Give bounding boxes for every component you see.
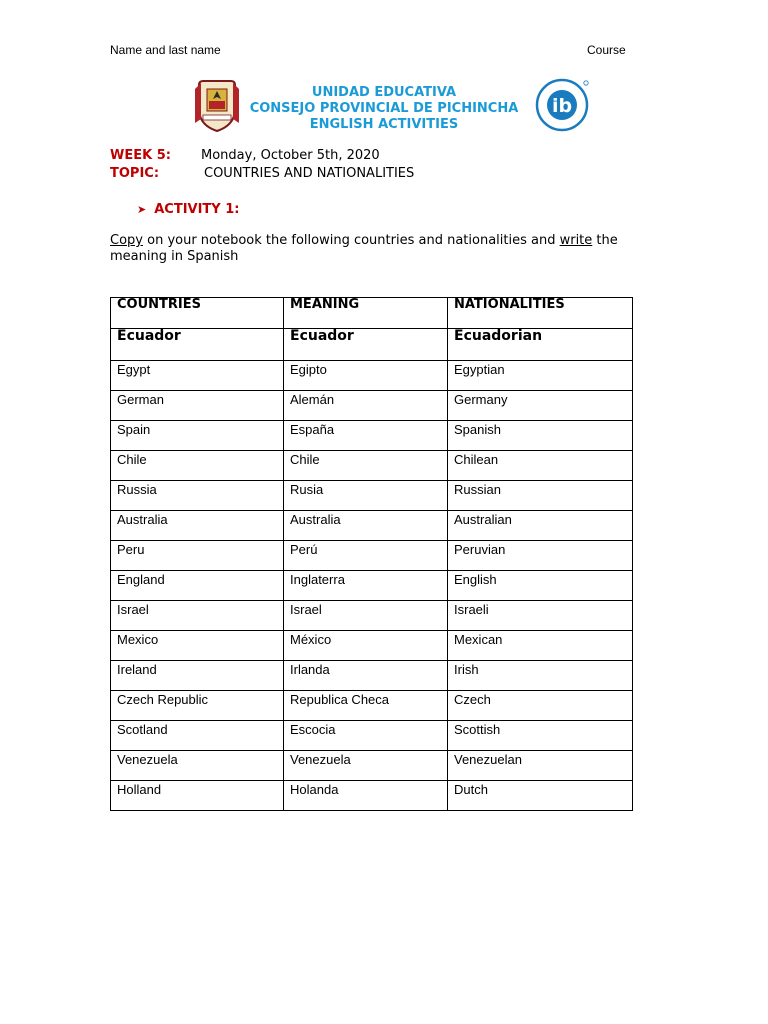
table-cell-country: Egypt: [111, 361, 284, 391]
table-cell-nationality: Egyptian: [448, 361, 633, 391]
table-cell-meaning: Alemán: [284, 391, 448, 421]
table-row: [111, 361, 633, 391]
table-row: [111, 631, 633, 661]
table-cell-country: Chile: [111, 451, 284, 481]
week-label: WEEK 5:: [110, 148, 171, 163]
school-crest-logo: [193, 79, 241, 133]
activity-label: ACTIVITY 1:: [154, 202, 240, 217]
header-countries: COUNTRIES: [111, 298, 284, 329]
table-row: [111, 781, 633, 811]
title-line-1: UNIDAD EDUCATIVA: [311, 85, 457, 100]
table-row: [111, 511, 633, 541]
course-label: Course: [587, 43, 626, 57]
week-date: Monday, October 5th, 2020: [201, 148, 380, 163]
table-row: [111, 421, 633, 451]
table-cell-meaning: Inglaterra: [284, 571, 448, 601]
table-cell-country: Peru: [111, 541, 284, 571]
table-cell-nationality: Israeli: [448, 601, 633, 631]
table-cell-meaning: Republica Checa: [284, 691, 448, 721]
table-cell-country: Holland: [111, 781, 284, 811]
table-cell-nationality: Russian: [448, 481, 633, 511]
ib-logo-text: ib: [551, 95, 573, 117]
table-cell-nationality: Australian: [448, 511, 633, 541]
countries-table: [110, 297, 633, 811]
table-cell-meaning: Ecuador: [284, 329, 448, 361]
instructions-paragraph: [110, 233, 650, 265]
table-cell-meaning: España: [284, 421, 448, 451]
table-cell-nationality: Scottish: [448, 721, 633, 751]
instruction-end-text: the meaning in Spanish: [110, 233, 618, 264]
table-cell-nationality: Irish: [448, 661, 633, 691]
table-row: [111, 571, 633, 601]
table-cell-country: Czech Republic: [111, 691, 284, 721]
instruction-write-word: write: [559, 233, 593, 248]
table-cell-nationality: Dutch: [448, 781, 633, 811]
table-cell-country: Australia: [111, 511, 284, 541]
table-cell-meaning: Egipto: [284, 361, 448, 391]
header-meaning: MEANING: [284, 298, 448, 329]
table-row: [111, 451, 633, 481]
table-header-row: [111, 298, 633, 329]
header-nationalities: NATIONALITIES: [448, 298, 633, 329]
table-cell-nationality: Peruvian: [448, 541, 633, 571]
topic-value: COUNTRIES AND NATIONALITIES: [204, 166, 415, 181]
table-cell-meaning: Chile: [284, 451, 448, 481]
table-cell-country: German: [111, 391, 284, 421]
activity-heading: [137, 202, 239, 217]
table-cell-nationality: Chilean: [448, 451, 633, 481]
title-line-3: ENGLISH ACTIVITIES: [309, 117, 459, 132]
table-cell-meaning: Venezuela: [284, 751, 448, 781]
table-row: [111, 721, 633, 751]
name-and-last-name-label: Name and last name: [110, 43, 221, 57]
table-row: [111, 661, 633, 691]
table-cell-country: Russia: [111, 481, 284, 511]
table-row: [111, 691, 633, 721]
table-cell-meaning: Perú: [284, 541, 448, 571]
table-cell-meaning: Irlanda: [284, 661, 448, 691]
topic-label: TOPIC:: [110, 166, 160, 181]
instruction-copy-word: Copy: [110, 233, 143, 248]
table-cell-country: Ecuador: [111, 329, 284, 361]
table-cell-country: England: [111, 571, 284, 601]
table-cell-country: Spain: [111, 421, 284, 451]
table-cell-nationality: Germany: [448, 391, 633, 421]
table-cell-nationality: Spanish: [448, 421, 633, 451]
table-cell-nationality: Czech: [448, 691, 633, 721]
table-cell-nationality: Venezuelan: [448, 751, 633, 781]
table-cell-nationality: Ecuadorian: [448, 329, 633, 361]
table-cell-nationality: Mexican: [448, 631, 633, 661]
table-row: [111, 481, 633, 511]
table-cell-nationality: English: [448, 571, 633, 601]
table-cell-country: Ireland: [111, 661, 284, 691]
school-title-block: [236, 85, 532, 133]
table-row: [111, 751, 633, 781]
ib-logo: [535, 77, 591, 133]
table-row: [111, 601, 633, 631]
table-cell-meaning: Holanda: [284, 781, 448, 811]
table-cell-meaning: Australia: [284, 511, 448, 541]
table-row: [111, 329, 633, 361]
table-cell-meaning: Israel: [284, 601, 448, 631]
table-cell-country: Venezuela: [111, 751, 284, 781]
arrow-bullet-icon: ➤: [137, 203, 147, 216]
table-cell-meaning: Rusia: [284, 481, 448, 511]
table-cell-meaning: México: [284, 631, 448, 661]
title-line-2: CONSEJO PROVINCIAL DE PICHINCHA: [249, 101, 519, 116]
table-cell-country: Mexico: [111, 631, 284, 661]
table-cell-country: Israel: [111, 601, 284, 631]
table-row: [111, 541, 633, 571]
table-cell-meaning: Escocia: [284, 721, 448, 751]
instruction-middle-text: on your notebook the following countries and nationalities and: [142, 233, 560, 248]
table-row: [111, 391, 633, 421]
table-cell-country: Scotland: [111, 721, 284, 751]
